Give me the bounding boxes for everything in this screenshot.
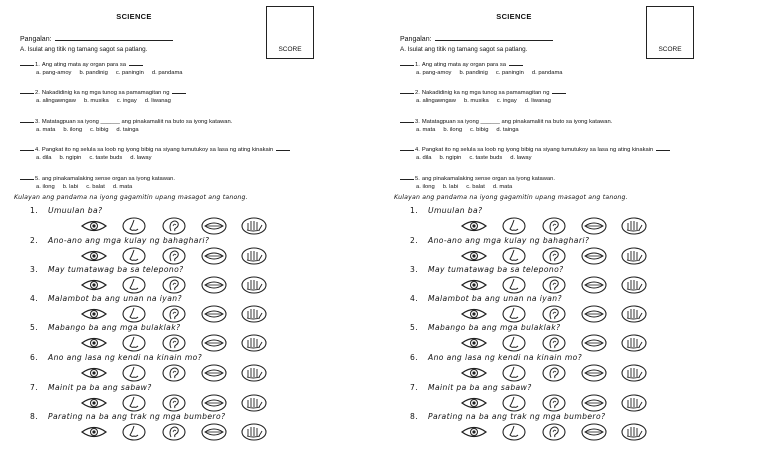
mcq-choice: b. labi [62,184,79,190]
nose-icon[interactable] [500,305,528,323]
ear-icon[interactable] [160,423,188,441]
hand-icon[interactable] [240,217,268,235]
question-text: Mainit pa ba ang sabaw? [428,383,532,392]
mcq-choice: d. liwanag [524,98,551,104]
part2-instruction: Kulayan ang pandama na iyong gagamitin upang masagot ang tanong. [394,194,628,201]
mcq-number: 5. [35,176,40,182]
answer-blank[interactable] [20,60,34,66]
mouth-icon[interactable] [580,217,608,235]
eye-icon[interactable] [460,394,488,412]
question-number: 1. [30,206,39,215]
mcq-choice: c. bibig [470,127,489,133]
worksheet-subject: SCIENCE [496,12,532,21]
question-text: Ano ang lasa ng kendi na kinain mo? [428,353,583,362]
mcq-choice: d. mata [492,184,513,190]
mcq-choice: a. dila [416,155,432,161]
eye-icon[interactable] [460,305,488,323]
question-number: 5. [410,323,419,332]
stem-blank [552,88,566,94]
question-item [410,294,562,303]
mcq-item [20,88,382,105]
hand-icon[interactable] [240,364,268,382]
question-item [410,323,560,332]
ear-icon[interactable] [540,247,568,265]
worksheet-right [394,0,764,466]
eye-icon[interactable] [80,247,108,265]
question-number: 3. [30,265,39,274]
mcq-choice: b. ngipin [439,155,462,161]
question-number: 8. [30,412,39,421]
nose-icon[interactable] [120,276,148,294]
question-item [410,383,532,392]
hand-icon[interactable] [620,334,648,352]
mcq-item [20,145,382,162]
score-label: SCORE [278,46,302,53]
mcq-item [400,117,762,134]
question-number: 4. [30,294,39,303]
hand-icon[interactable] [620,276,648,294]
eye-icon[interactable] [80,217,108,235]
mcq-choice: a. dila [36,155,52,161]
question-number: 6. [30,353,39,362]
ear-icon[interactable] [540,305,568,323]
question-item [30,323,180,332]
mcq-item [400,60,762,77]
question-item [30,353,202,362]
mouth-icon[interactable] [200,334,228,352]
mcq-item [400,174,762,191]
nose-icon[interactable] [120,247,148,265]
mcq-choice: a. mata [36,127,56,133]
question-text: Ano-ano ang mga kulay ng bahaghari? [428,236,590,245]
mouth-icon[interactable] [200,394,228,412]
question-number: 2. [30,236,39,245]
question-number: 4. [410,294,419,303]
ear-icon[interactable] [160,394,188,412]
question-number: 7. [410,383,419,392]
question-item [30,236,209,245]
question-number: 2. [410,236,419,245]
mcq-stem: Ang ating mata ay organ para sa [421,62,506,68]
instruction-a: A. Isulat ang titik ng tamang sagot sa patlang. [20,46,148,53]
question-item [410,412,605,421]
mcq-choice: b. pandinig [459,70,488,76]
mcq-stem: Nakadidinig ka ng mga tunog sa pamamagitan ng [41,90,170,96]
mcq-choice: d. tainga [496,127,519,133]
mouth-icon[interactable] [580,276,608,294]
mcq-choice: c. ingay [496,98,517,104]
mcq-stem: Matatagpuan sa iyong ______ ang pinakamaliit na buto sa iyong katawan. [421,119,613,125]
question-item [30,265,184,274]
mcq-choice: d. tainga [116,127,139,133]
question-text: Mabango ba ang mga bulaklak? [48,323,181,332]
mouth-icon[interactable] [200,364,228,382]
answer-blank[interactable] [400,117,414,123]
mcq-choice: a. alingawngaw [416,98,456,104]
mcq-choice: c. balat [466,184,485,190]
part2-instruction: Kulayan ang pandama na iyong gagamitin upang masagot ang tanong. [14,194,248,201]
nose-icon[interactable] [120,423,148,441]
nose-icon[interactable] [500,364,528,382]
question-number: 5. [30,323,39,332]
mcq-choice: a. ilong [36,184,55,190]
eye-icon[interactable] [80,305,108,323]
mcq-stem: Nakadidinig ka ng mga tunog sa pamamagitan ng [421,90,550,96]
score-box [646,6,694,59]
eye-icon[interactable] [80,394,108,412]
stem-blank [656,145,670,151]
question-item [410,265,564,274]
mouth-icon[interactable] [580,364,608,382]
stem-blank [509,60,523,66]
mouth-icon[interactable] [580,305,608,323]
question-text: May tumatawag ba sa telepono? [48,265,184,274]
question-item [410,353,582,362]
question-item [30,294,182,303]
mcq-stem: Pangkat ito ng selula sa loob ng iyong bibig na siyang tumutukoy sa lasa ng ating kinakain [41,147,274,153]
question-text: Malambot ba ang unan na iyan? [48,294,182,303]
stem-blank [172,88,186,94]
question-number: 7. [30,383,39,392]
mcq-item [400,88,762,105]
mcq-choice: d. laway [130,155,152,161]
hand-icon[interactable] [240,394,268,412]
mcq-choice: d. pandama [531,70,563,76]
mcq-choice: a. pang-amoy [36,70,72,76]
mcq-choice: d. mata [112,184,133,190]
eye-icon[interactable] [460,276,488,294]
eye-icon[interactable] [460,364,488,382]
eye-icon[interactable] [460,217,488,235]
nose-icon[interactable] [120,305,148,323]
ear-icon[interactable] [160,247,188,265]
mcq-stem: ang pinakamalaking sense organ sa iyong katawan. [421,176,555,182]
ear-icon[interactable] [540,217,568,235]
question-text: Malambot ba ang unan na iyan? [428,294,562,303]
mcq-choice: b. ilong [443,127,463,133]
mouth-icon[interactable] [580,423,608,441]
answer-blank[interactable] [400,174,414,180]
mcq-item [400,145,762,162]
question-text: Mainit pa ba ang sabaw? [48,383,152,392]
question-item [410,236,589,245]
nose-icon[interactable] [120,217,148,235]
name-label: Pangalan: [20,36,52,43]
worksheet-left [14,0,384,466]
question-item [30,206,102,215]
question-text: Parating na ba ang trak ng mga bumbero? [428,412,606,421]
mcq-item [20,60,382,77]
instruction-a: A. Isulat ang titik ng tamang sagot sa patlang. [400,46,528,53]
ear-icon[interactable] [540,276,568,294]
question-number: 8. [410,412,419,421]
mcq-choice: b. musika [463,98,489,104]
stem-blank [276,145,290,151]
hand-icon[interactable] [240,247,268,265]
mcq-choice: a. alingawngaw [36,98,76,104]
mcq-choice: c. paningin [495,70,524,76]
mcq-choice: a. ilong [416,184,435,190]
mcq-choice: d. liwanag [144,98,171,104]
mcq-number: 1. [35,62,40,68]
ear-icon[interactable] [540,334,568,352]
mcq-choice: b. labi [442,184,459,190]
ear-icon[interactable] [160,334,188,352]
mouth-icon[interactable] [580,247,608,265]
hand-icon[interactable] [620,423,648,441]
mcq-choice: d. pandama [151,70,183,76]
eye-icon[interactable] [460,247,488,265]
mcq-choice: c. paningin [115,70,144,76]
question-text: May tumatawag ba sa telepono? [428,265,564,274]
nose-icon[interactable] [120,394,148,412]
mcq-item [20,174,382,191]
mcq-choice: a. pang-amoy [416,70,452,76]
answer-blank[interactable] [400,88,414,94]
question-text: Umuulan ba? [48,206,103,215]
mcq-choice: b. ngipin [59,155,82,161]
hand-icon[interactable] [620,305,648,323]
hand-icon[interactable] [240,334,268,352]
eye-icon[interactable] [80,334,108,352]
question-item [30,383,152,392]
nose-icon[interactable] [500,276,528,294]
answer-blank[interactable] [20,117,34,123]
mouth-icon[interactable] [200,276,228,294]
mcq-choice: c. taste buds [89,155,123,161]
question-item [410,206,482,215]
hand-icon[interactable] [620,217,648,235]
nose-icon[interactable] [500,334,528,352]
question-text: Umuulan ba? [428,206,483,215]
mcq-stem: ang pinakamalaking sense organ sa iyong katawan. [41,176,175,182]
hand-icon[interactable] [620,394,648,412]
nose-icon[interactable] [500,394,528,412]
nose-icon[interactable] [500,247,528,265]
mouth-icon[interactable] [200,423,228,441]
eye-icon[interactable] [80,423,108,441]
mcq-item [20,117,382,134]
question-number: 3. [410,265,419,274]
question-item [30,412,225,421]
eye-icon[interactable] [80,364,108,382]
worksheet-subject: SCIENCE [116,12,152,21]
ear-icon[interactable] [160,305,188,323]
nose-icon[interactable] [500,423,528,441]
score-label: SCORE [658,46,682,53]
mcq-number: 2. [415,90,420,96]
ear-icon[interactable] [160,276,188,294]
hand-icon[interactable] [240,423,268,441]
eye-icon[interactable] [460,334,488,352]
ear-icon[interactable] [160,217,188,235]
ear-icon[interactable] [160,364,188,382]
mcq-number: 3. [35,119,40,125]
name-line[interactable] [55,33,173,41]
mcq-choice: b. musika [83,98,109,104]
ear-icon[interactable] [540,364,568,382]
mouth-icon[interactable] [200,217,228,235]
nose-icon[interactable] [500,217,528,235]
answer-blank[interactable] [400,60,414,66]
mcq-choice: b. ilong [63,127,83,133]
question-text: Parating na ba ang trak ng mga bumbero? [48,412,226,421]
score-box [266,6,314,59]
mcq-choice: a. mata [416,127,436,133]
name-row [400,33,553,43]
question-text: Ano ang lasa ng kendi na kinain mo? [48,353,203,362]
name-line[interactable] [435,33,553,41]
mcq-number: 1. [415,62,420,68]
mcq-stem: Ang ating mata ay organ para sa [41,62,126,68]
question-text: Mabango ba ang mga bulaklak? [428,323,561,332]
mcq-number: 2. [35,90,40,96]
mcq-choice: b. pandinig [79,70,108,76]
eye-icon[interactable] [460,423,488,441]
answer-blank[interactable] [20,174,34,180]
answer-blank[interactable] [20,145,34,151]
mcq-choice: c. ingay [116,98,137,104]
stem-blank [129,60,143,66]
mcq-number: 4. [415,147,420,153]
question-text: Ano-ano ang mga kulay ng bahaghari? [48,236,210,245]
mcq-stem: Matatagpuan sa iyong ______ ang pinakamaliit na buto sa iyong katawan. [41,119,233,125]
mcq-number: 3. [415,119,420,125]
mcq-choice: c. bibig [90,127,109,133]
mouth-icon[interactable] [580,334,608,352]
mcq-number: 5. [415,176,420,182]
nose-icon[interactable] [120,334,148,352]
ear-icon[interactable] [540,423,568,441]
name-label: Pangalan: [400,36,432,43]
answer-blank[interactable] [400,145,414,151]
ear-icon[interactable] [540,394,568,412]
hand-icon[interactable] [240,276,268,294]
mouth-icon[interactable] [200,247,228,265]
mcq-choice: d. laway [510,155,532,161]
name-row [20,33,173,43]
nose-icon[interactable] [120,364,148,382]
answer-blank[interactable] [20,88,34,94]
mouth-icon[interactable] [200,305,228,323]
mcq-number: 4. [35,147,40,153]
mcq-stem: Pangkat ito ng selula sa loob ng iyong bibig na siyang tumutukoy sa lasa ng ating kinakain [421,147,654,153]
hand-icon[interactable] [620,247,648,265]
mouth-icon[interactable] [580,394,608,412]
mcq-choice: c. balat [86,184,105,190]
hand-icon[interactable] [240,305,268,323]
eye-icon[interactable] [80,276,108,294]
mcq-choice: c. taste buds [469,155,503,161]
hand-icon[interactable] [620,364,648,382]
question-number: 1. [410,206,419,215]
question-number: 6. [410,353,419,362]
